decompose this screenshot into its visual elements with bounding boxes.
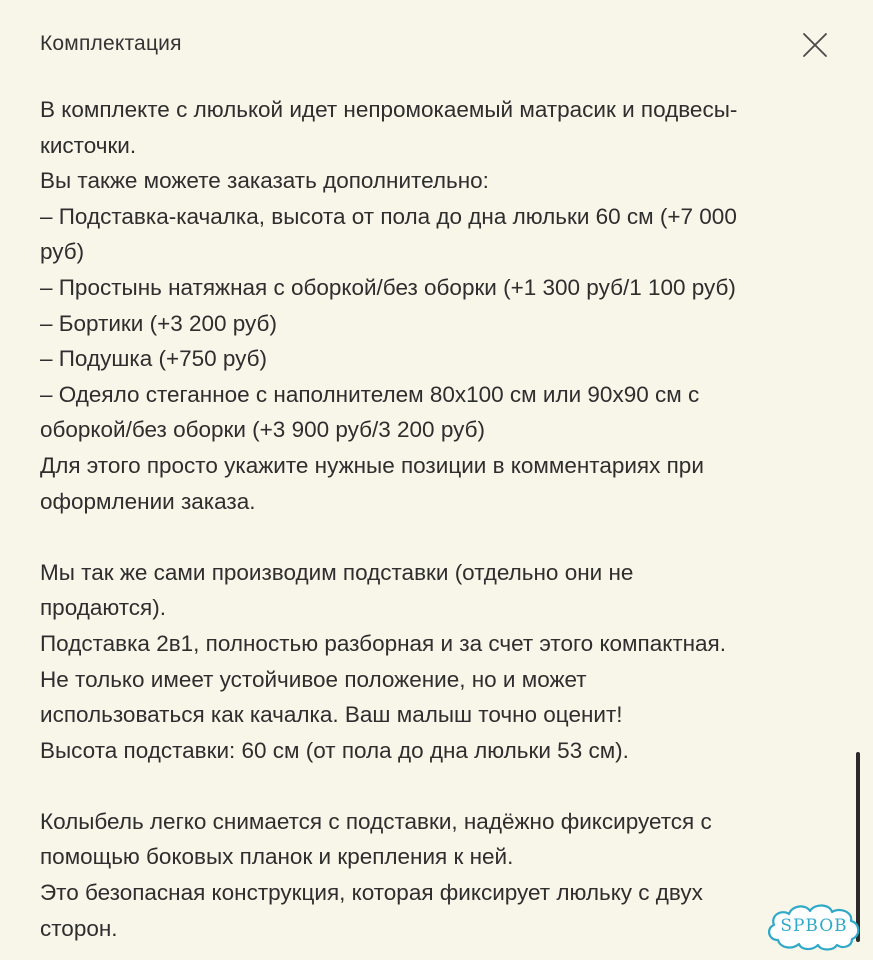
text-line: Вы также можете заказать дополнительно: [40, 168, 489, 194]
close-button[interactable] [800, 30, 830, 60]
text-line: сторон. [40, 915, 118, 941]
text-line: – Простынь натяжная с оборкой/без оборки (+1 300 руб/1 100 руб) [40, 274, 736, 300]
text-line: – Бортики (+3 200 руб) [40, 310, 277, 336]
paragraph-gap [40, 519, 840, 555]
close-icon [800, 30, 830, 60]
text-line: – Подставка-качалка, высота от пола до дна люльки 60 см (+7 000 [40, 203, 737, 229]
paragraph-gap [40, 768, 840, 804]
panel-title: Комплектация [40, 32, 182, 55]
text-line: Для этого просто укажите нужные позиции в комментариях при [40, 452, 704, 478]
text-line: оборкой/без оборки (+3 900 руб/3 200 руб) [40, 417, 485, 443]
text-line: руб) [40, 239, 85, 265]
text-line: Это безопасная конструкция, которая фиксирует люльку с двух [40, 880, 703, 906]
text-line: помощью боковых планок и крепления к ней. [40, 844, 514, 870]
text-line: Высота подставки: 60 см (от пола до дна люльки 53 см). [40, 737, 629, 763]
spbob-logo [764, 898, 864, 954]
text-line: продаются). [40, 595, 166, 621]
text-line: Мы так же сами производим подставки (отдельно они не [40, 559, 634, 585]
text-line: Колыбель легко снимается с подставки, надёжно фиксируется с [40, 808, 712, 834]
text-line: оформлении заказа. [40, 488, 256, 514]
text-line: – Одеяло стеганное с наполнителем 80х100 см или 90х90 см с [40, 381, 700, 407]
text-line: Не только имеет устойчивое положение, но и может [40, 666, 587, 692]
panel-header [40, 30, 830, 62]
text-line: Подставка 2в1, полностью разборная и за счет этого компактная. [40, 630, 726, 656]
text-line: использоваться как качалка. Ваш малыш точно оценит! [40, 702, 623, 728]
text-line: В комплекте с люлькой идет непромокаемый матрасик и подвесы- [40, 97, 738, 122]
text-line: кисточки. [40, 132, 137, 158]
text-line: – Подушка (+750 руб) [40, 346, 268, 372]
logo-text: SPBOB [780, 916, 848, 936]
description-text [40, 92, 840, 946]
